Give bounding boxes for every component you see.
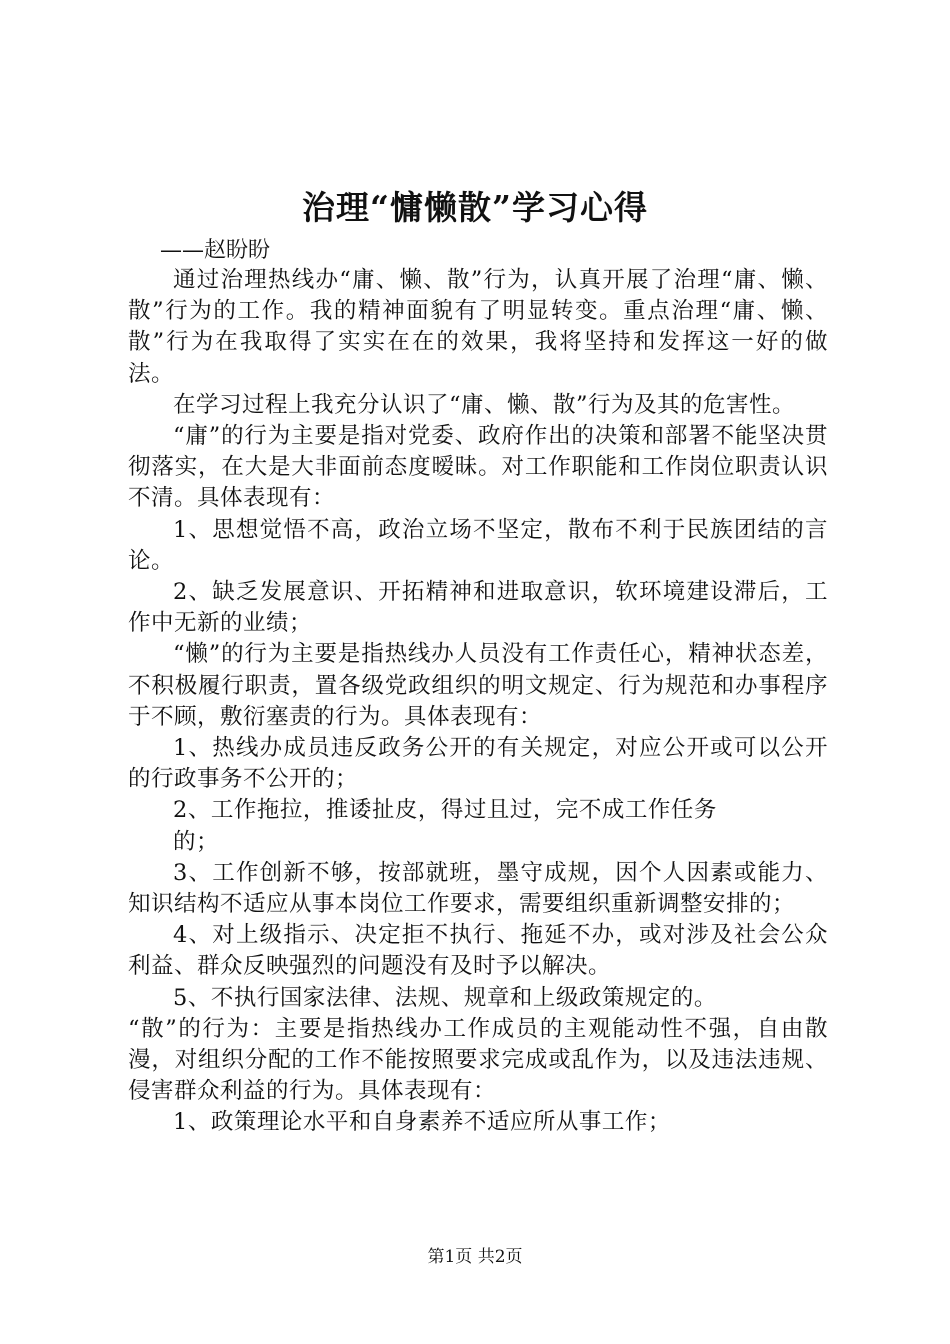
paragraph: “懒”的行为主要是指热线办人员没有工作责任心，精神状态差，不积极履行职责，置各级党政组织的明文规定、行为规范和办事程序于不顾，敷衍塞责的行为。具体表现有： xyxy=(128,641,828,730)
document-body xyxy=(128,265,828,1139)
list-item: 1、思想觉悟不高，政治立场不坚定，散布不利于民族团结的言论。 xyxy=(128,516,828,574)
list-item: 1、政策理论水平和自身素养不适应所从事工作； xyxy=(173,1109,671,1136)
paragraph: “散”的行为：主要是指热线办工作成员的主观能动性不强，自由散漫，对组织分配的工作不能按照要求完成或乱作为，以及违法违规、侵害群众利益的行为。具体表现有： xyxy=(128,1015,828,1105)
paragraph: 通过治理热线办“庸、懒、散”行为，认真开展了治理“庸、懒、散”行为的工作。我的精神面貌有了明显转变。重点治理“庸、懒、散”行为在我取得了实实在在的效果，我将坚持和发挥这一好的做法。 xyxy=(128,267,828,387)
list-item: 2、工作拖拉，推诿扯皮，得过且过，完不成工作任务 xyxy=(173,797,717,824)
paragraph: 在学习过程上我充分认识了“庸、懒、散”行为及其的危害性。 xyxy=(173,391,796,418)
list-item: 1、热线办成员违反政务公开的有关规定，对应公开或可以公开的行政事务不公开的； xyxy=(128,735,828,793)
document-title: 治理“慵懒散”学习心得 xyxy=(302,188,648,227)
paragraph: “庸”的行为主要是指对党委、政府作出的决策和部署不能坚决贯彻落实，在大是大非面前态度暧昧。对工作职能和工作岗位职责认识不清。具体表现有： xyxy=(128,423,828,512)
page-footer: 第1页 共2页 xyxy=(427,1247,523,1267)
document-author: ——赵盼盼 xyxy=(160,238,271,263)
list-item: 4、对上级指示、决定拒不执行、拖延不办，或对涉及社会公众利益、群众反映强烈的问题没有及时予以解决。 xyxy=(128,922,828,980)
list-item: 3、工作创新不够，按部就班，墨守成规，因个人因素或能力、知识结构不适应从事本岗位工作要求，需要组织重新调整安排的； xyxy=(128,859,828,918)
list-item-continuation: 的； xyxy=(173,828,220,855)
list-item: 2、缺乏发展意识、开拓精神和进取意识，软环境建设滞后，工作中无新的业绩； xyxy=(128,579,828,637)
list-item: 5、不执行国家法律、法规、规章和上级政策规定的。 xyxy=(173,984,717,1011)
